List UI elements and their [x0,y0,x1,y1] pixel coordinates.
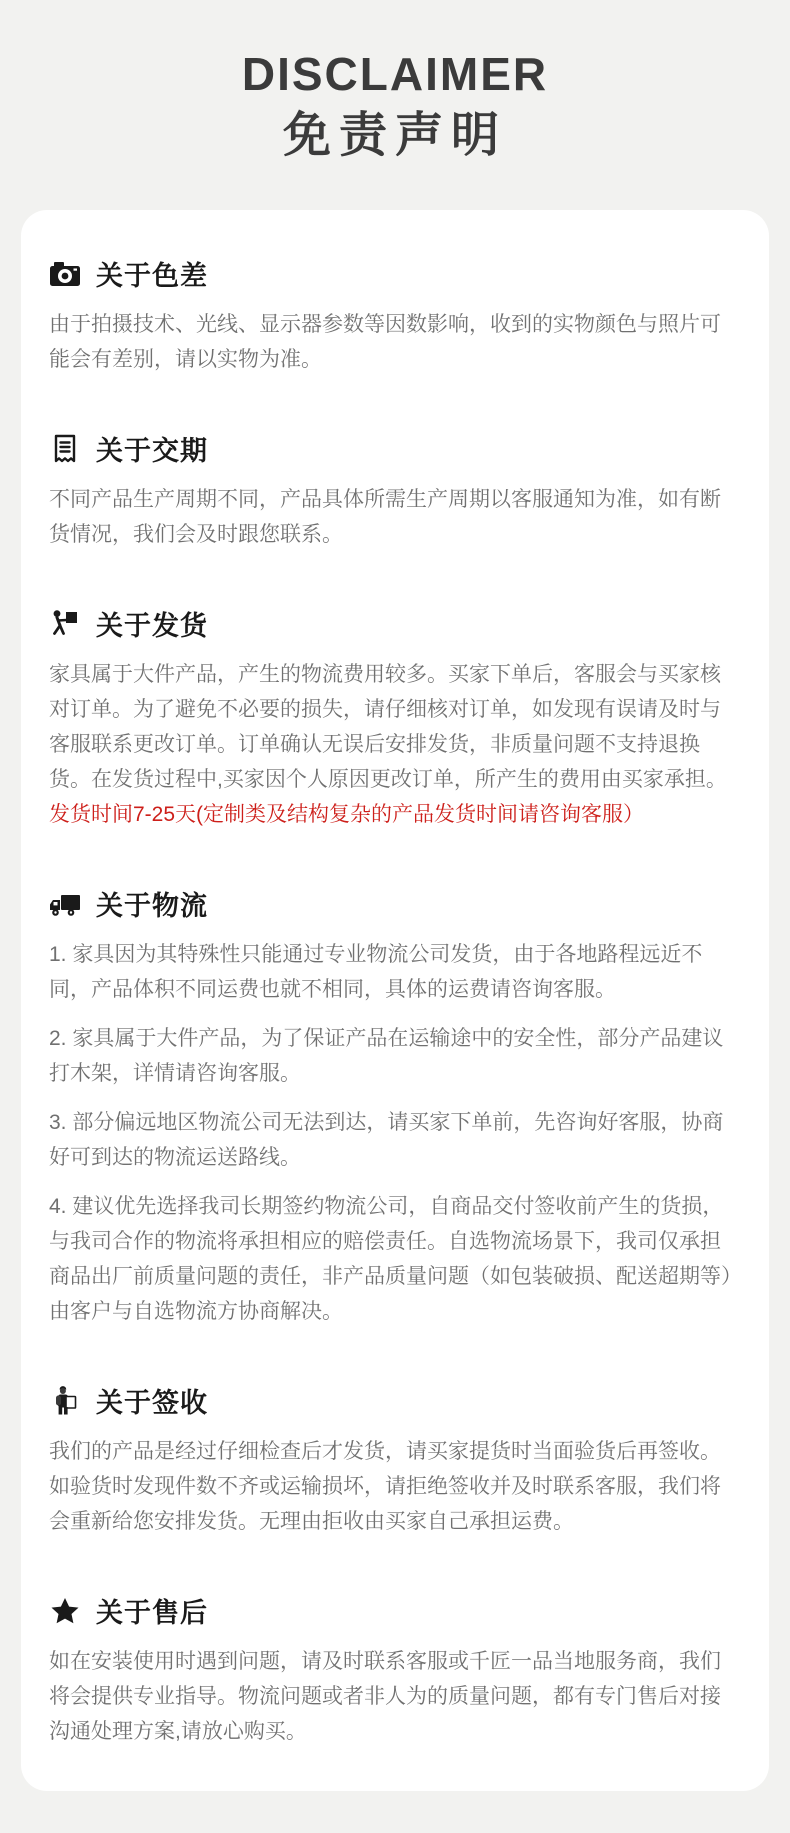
receipt-icon [49,433,81,465]
section-title: 关于交期 [96,436,208,467]
section-logistics [49,884,741,1329]
disclaimer-card [21,210,769,1791]
section-lead-time [49,429,741,552]
shipping-person-icon [49,608,81,640]
page-title-en: DISCLAIMER [241,48,549,100]
section-color-difference [49,254,741,377]
section-paragraph: 3. 部分偏远地区物流公司无法到达，请买家下单前，先咨询好客服，协商好可到达的物流运送路线。 [49,1111,724,1170]
section-heading-row [49,884,741,923]
receiver-person-icon [49,1385,81,1417]
section-title: 关于售后 [96,1598,208,1629]
shipping-highlight-red: 发货时间7-25天(定制类及结构复杂的产品发货时间请咨询客服） [49,803,645,827]
section-heading-row [49,254,741,293]
section-paragraph: 4. 建议优先选择我司长期签约物流公司，自商品交付签收前产生的货损，与我司合作的物流将承担相应的赔偿责任。自选物流场景下，我司仅承担商品出厂前质量问题的责任，非产品质量问题（如包装破损、配送超期等）由客户与自选物流方协商解决。 [49,1195,732,1324]
camera-icon [49,258,81,290]
section-heading-row [49,429,741,468]
section-paragraph: 1. 家具因为其特殊性只能通过专业物流公司发货，由于各地路程远近不同，产品体积不同运费也就不相同，具体的运费请咨询客服。 [49,943,703,1002]
section-paragraph: 不同产品生产周期不同，产品具体所需生产周期以客服通知为准，如有断货情况，我们会及时跟您联系。 [49,488,721,547]
section-acceptance [49,1381,741,1539]
section-paragraph [49,657,741,832]
section-paragraph: 如在安装使用时遇到问题，请及时联系客服或千匠一品当地服务商，我们将会提供专业指导。物流问题或者非人为的质量问题，都有专门售后对接沟通处理方案,请放心购买。 [49,1650,721,1744]
page-header [0,0,790,164]
section-paragraph: 我们的产品是经过仔细检查后才发货，请买家提货时当面验货后再签收。如验货时发现件数不齐或运输损坏，请拒绝签收并及时联系客服，我们将会重新给您安排发货。无理由拒收由买家自己承担运费。 [49,1440,721,1534]
section-title: 关于色差 [96,261,208,292]
section-title: 关于物流 [96,891,208,922]
section-heading-row [49,1591,741,1630]
shipping-text: 家具属于大件产品，产生的物流费用较多。买家下单后，客服会与买家核对订单。为了避免不必要的损失，请仔细核对订单，如发现有误请及时与客服联系更改订单。订单确认无误后安排发货，非质量问题不支持退换货。在发货过程中,买家因个人原因更改订单，所产生的费用由买家承担。 [49,663,727,792]
section-after-sales [49,1591,741,1749]
section-title: 关于签收 [96,1388,208,1419]
truck-icon [49,888,81,920]
section-title: 关于发货 [96,611,208,642]
section-shipping [49,604,741,832]
section-paragraph: 由于拍摄技术、光线、显示器参数等因数影响，收到的实物颜色与照片可能会有差别，请以实物为准。 [49,313,721,372]
section-heading-row [49,604,741,643]
section-paragraph: 2. 家具属于大件产品，为了保证产品在运输途中的安全性，部分产品建议打木架，详情请咨询客服。 [49,1027,724,1086]
section-heading-row [49,1381,741,1420]
page-title-zh: 免责声明 [282,108,507,162]
star-icon [49,1595,81,1627]
